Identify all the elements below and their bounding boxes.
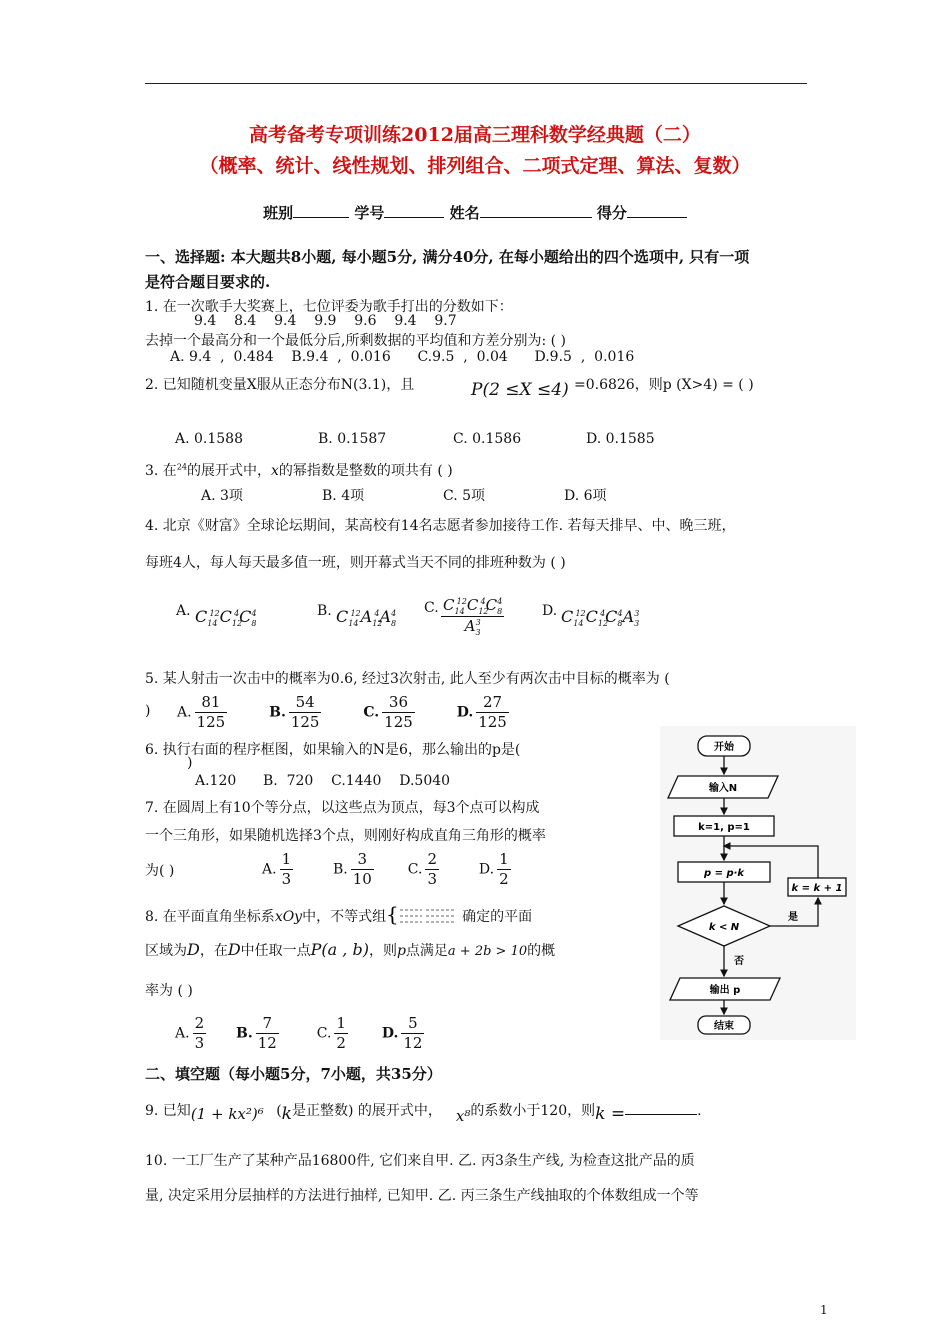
q9-k: k [281, 1104, 292, 1124]
q7-line1: 7. 在圆周上有10个等分点，以这些点为顶点，每3个点可以构成 [145, 800, 540, 816]
q5-option-b-fraction [289, 693, 322, 732]
q7-option-c-label: C. [407, 861, 423, 878]
score-label: 得分 [596, 204, 627, 222]
q8-line2d: ，则 [368, 943, 397, 959]
q7-option-d-fraction [497, 850, 511, 889]
q7-d-den: 2 [499, 870, 509, 888]
q8-line2f: 的概 [527, 943, 556, 959]
q5-a-num: 81 [195, 693, 228, 713]
q5-option-b-label: B. [269, 704, 286, 721]
page-number: 1 [820, 1303, 828, 1317]
q5-d-num: 27 [476, 693, 509, 713]
flowchart-yes-label: 是 [788, 912, 798, 923]
flowchart-multiply-label: p = p·k [703, 868, 745, 879]
q7-a-num: 1 [281, 850, 292, 868]
svg-text:{: { [386, 904, 399, 926]
q5-line1: 5. 某人射击一次击中的概率为0.6, 经过3次射击, 此人至少有两次击中目标的概率为 ( [145, 671, 670, 687]
q7-option-d-label: D. [478, 861, 495, 878]
q8-line2c: 中任取一点 [240, 943, 311, 959]
q8-option-d-label: D. [381, 1025, 399, 1042]
q2-option-d: D. 0.1585 [586, 431, 655, 447]
q8-line1b: 中，不等式组 [302, 909, 387, 925]
class-blank[interactable] [293, 202, 349, 218]
q8-point: P(a , b) [310, 940, 369, 959]
q8-condition: a + 2b > 10 [447, 944, 528, 959]
q5-c-den: 125 [384, 713, 413, 731]
q8-option-a-label: A. [175, 1025, 190, 1042]
q9-expression: (1 + kx²)⁶ [190, 1105, 264, 1123]
q6-line1: 6. 执行右面的程序框图，如果输入的N是6，那么输出的p是( [145, 742, 521, 758]
q1-stem2: 去掉一个最高分和一个最低分后,所剩数据的平均值和方差分别为: ( ) [145, 333, 566, 349]
q9-a: 9. 已知 [145, 1103, 191, 1119]
q8-option-b-fraction [256, 1014, 279, 1053]
title-line2: （概率、统计、线性规划、排列组合、二项式定理、算法、复数） [199, 155, 751, 177]
q3-stem-a: 3. 在 [145, 463, 177, 479]
q3-option-c: C. 5项 [443, 488, 486, 504]
q8-b-den: 12 [257, 1034, 277, 1052]
flowchart-output-label: 输出 p [709, 985, 741, 996]
q8-D2: D [227, 940, 241, 959]
q7-option-c-fraction [425, 850, 439, 889]
q5-option-c-fraction [382, 693, 415, 732]
q3-stem-c: 的幂指数是整数的项共有 ( ) [278, 463, 453, 479]
q8-option-b-label: B. [236, 1025, 253, 1042]
q8-b-num: 7 [256, 1014, 279, 1034]
flowchart-init-label: k=1, p=1 [698, 822, 750, 833]
q9-dot: . [697, 1103, 702, 1119]
q5-option-c-label: C. [363, 704, 380, 721]
name-label: 姓名 [449, 204, 480, 222]
q2-formula: P(2 ≤X ≤4) [471, 380, 569, 400]
q2-option-a: A. 0.1588 [175, 431, 243, 447]
flowchart-decision-label: k < N [708, 922, 740, 933]
q7-d-num: 1 [499, 850, 509, 868]
q5-option-a-label: A. [177, 704, 192, 721]
q10-line1: 10. 一工厂生产了某种产品16800件, 它们来自甲. 乙. 丙3条生产线, 为检查这批产品的质 [145, 1153, 695, 1169]
flowchart-increment-label: k = k + 1 [791, 883, 843, 894]
q1-scores: 9.4 8.4 9.4 9.9 9.6 9.4 9.7 [194, 313, 457, 329]
q8-c-den: 2 [336, 1034, 346, 1052]
q4-option-c-formula: $C_{14}^{12}C_{12}^4C_8^4$ $A_3^3$ [443, 596, 503, 637]
flowchart-end-label: 结束 [714, 1021, 734, 1032]
q3-stem-b: 的展开式中， [187, 463, 271, 479]
score-blank[interactable] [627, 202, 687, 218]
q7-option-b-fraction [351, 850, 374, 889]
title-line1: 高考备考专项训练2012届高三理科数学经典题（二） [249, 124, 701, 146]
q3-option-a: A. 3项 [201, 488, 243, 504]
q8-line1 [145, 904, 532, 930]
q4-option-b-formula: $C_{14}^{12}A_{12}^4A_8^4$ [336, 607, 397, 629]
q4-option-d-formula: $C_{14}^{12}C_{12}^4C_8^4A_3^3$ [561, 607, 640, 629]
number-label: 学号 [354, 204, 385, 222]
q1-stem: 1. 在一次歌手大奖赛上，七位评委为歌手打出的分数如下： [145, 299, 513, 315]
q3-option-d: D. 6项 [564, 488, 607, 504]
q5-option-a-fraction [195, 693, 228, 732]
q8-line2a: 区域为 [145, 943, 187, 959]
flowchart [660, 726, 856, 1040]
q5-paren: ) [145, 703, 151, 719]
q7-options [262, 850, 514, 889]
q8-option-d-fraction [401, 1014, 424, 1053]
q8-a-den: 3 [194, 1034, 205, 1052]
q5-b-num: 54 [289, 693, 322, 713]
number-blank[interactable] [384, 202, 444, 218]
q9-answer-blank[interactable] [625, 1099, 697, 1115]
student-info [0, 202, 950, 223]
q4-option-b-label: B. [317, 603, 332, 619]
q5-d-den: 125 [478, 713, 507, 731]
q8-inequality-system [386, 904, 462, 930]
flowchart-start-label: 开始 [714, 742, 734, 753]
q5-option-d-fraction [476, 693, 509, 732]
q8-d-den: 12 [403, 1034, 423, 1052]
q4-option-c-label: C. [424, 600, 439, 616]
q8-option-a-fraction [193, 1014, 207, 1053]
q9-line [145, 1099, 702, 1125]
q3-exponent: 24 [176, 462, 187, 472]
class-label: 班别 [263, 204, 294, 222]
q4-line1: 4. 北京《财富》全球论坛期间，某高校有14名志愿者参加接待工作. 若每天排早、中、晚三班， [145, 518, 736, 534]
flowchart-input-label: 输入N [708, 783, 738, 794]
q4-line2: 每班4人，每人每天最多值一班，则开幕式当天不同的排班种数为 ( ) [145, 555, 566, 571]
q8-d-num: 5 [401, 1014, 424, 1034]
q8-line1a: 8. 在平面直角坐标系 [145, 909, 275, 925]
q4-option-a-formula: $C_{14}^{12}C_{12}^4C_8^4$ [195, 607, 257, 629]
q6-paren: ) [187, 755, 193, 771]
q2-stem-b: =0.6826，则p (X>4) = ( ) [574, 377, 754, 393]
q5-b-den: 125 [290, 713, 320, 731]
q3-stem [145, 460, 453, 480]
q8-line2 [145, 940, 555, 960]
top-rule [145, 83, 807, 84]
q3-x: x [271, 463, 279, 479]
q8-line2b: ，在 [199, 943, 228, 959]
q7-c-num: 2 [427, 850, 437, 868]
q6-options: A.120 B. 720 C.1440 D.5040 [195, 773, 451, 789]
q8-option-c-fraction [334, 1014, 348, 1053]
q5-options [177, 693, 512, 732]
q2-option-c: C. 0.1586 [453, 431, 522, 447]
q7-b-den: 10 [352, 870, 372, 888]
q8-options [175, 1014, 427, 1053]
q5-c-num: 36 [382, 693, 415, 713]
section1-heading-line1: 一、选择题: 本大题共8小题, 每小题5分, 满分40分, 在每小题给出的四个选项中, 只有一项 [145, 248, 750, 266]
q9-c: 是正整数) 的展开式中， [291, 1103, 442, 1119]
q2-stem-a: 2. 已知随机变量X服从正态分布N(3.1)，且 [145, 377, 415, 393]
q9-b: ( [276, 1103, 282, 1119]
q9-x8: x⁸ [455, 1107, 471, 1125]
section1-heading-line2: 是符合题目要求的. [145, 273, 271, 291]
q10-line2: 量, 决定采用分层抽样的方法进行抽样, 已知甲. 乙. 丙三条生产线抽取的个体数组成一个等 [145, 1188, 699, 1204]
q8-xoy: xOy [274, 909, 303, 925]
q8-p: p [396, 943, 406, 959]
q7-b-num: 3 [351, 850, 374, 870]
q7-a-den: 3 [281, 870, 292, 888]
section2-heading: 二、填空题（每小题5分，7小题，共35分） [145, 1065, 442, 1083]
q8-c-num: 1 [336, 1014, 346, 1032]
q8-line3: 率为 ( ) [145, 983, 193, 999]
q7-c-den: 3 [427, 870, 437, 888]
flowchart-no-label: 否 [734, 956, 744, 967]
q5-option-d-label: D. [456, 704, 474, 721]
q5-a-den: 125 [196, 713, 226, 731]
q8-a-num: 2 [194, 1014, 205, 1032]
q9-d: 的系数小于120，则 [470, 1103, 596, 1119]
q4-option-a-label: A. [176, 603, 191, 619]
q2-option-b: B. 0.1587 [318, 431, 387, 447]
q7-line2: 一个三角形，如果随机选择3个点，则刚好构成直角三角形的概率 [145, 828, 546, 844]
q4-option-d-label: D. [542, 603, 558, 619]
q7-option-a-label: A. [262, 861, 277, 878]
q7-option-a-fraction [280, 850, 294, 889]
q1-options: A. 9.4 , 0.484 B.9.4 , 0.016 C.9.5 , 0.04 D.9.5 , 0.016 [170, 349, 635, 365]
q8-line1c: 确定的平面 [462, 909, 533, 925]
q3-option-b: B. 4项 [322, 488, 365, 504]
q8-line2e: 点满足 [405, 943, 448, 959]
q8-D: D [187, 940, 200, 959]
q9-k-equals: k = [595, 1104, 626, 1124]
q8-option-c-label: C. [316, 1025, 332, 1042]
name-blank[interactable] [480, 202, 592, 218]
q7-option-b-label: B. [333, 861, 348, 878]
q7-line3: 为( ) [145, 863, 175, 879]
